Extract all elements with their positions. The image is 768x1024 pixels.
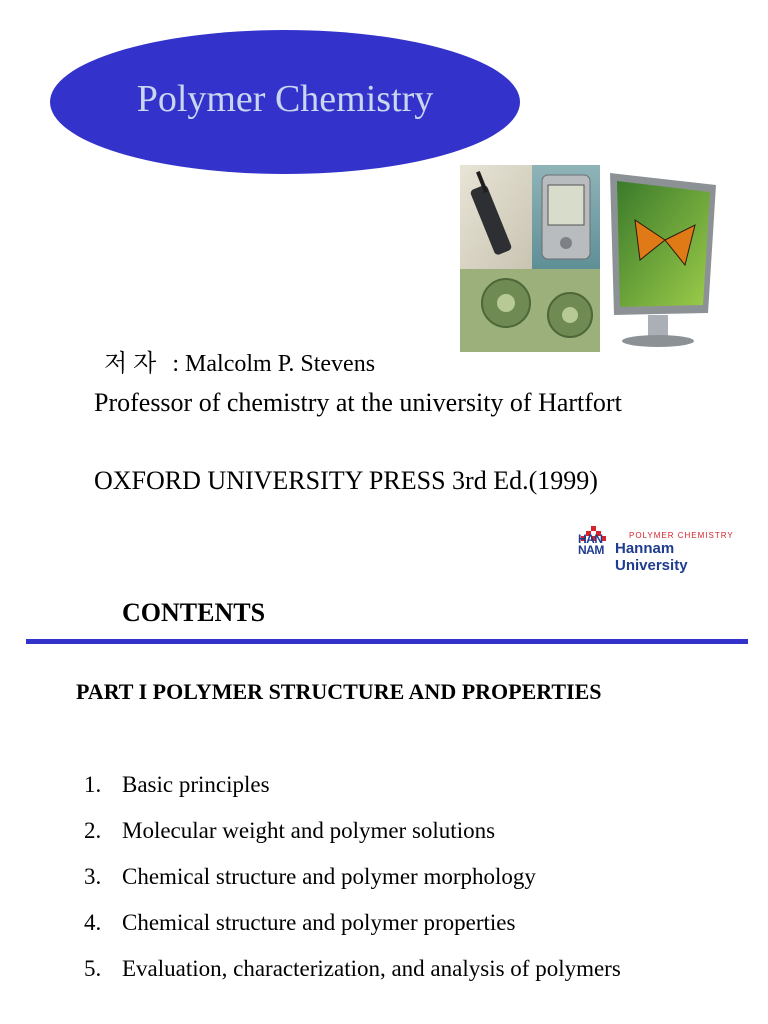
- list-item-number: 4.: [84, 910, 102, 935]
- title-banner: [50, 30, 520, 174]
- logo-mark-text-han: HAN: [578, 532, 603, 546]
- list-item-number: 1.: [84, 772, 102, 797]
- list-item: [84, 772, 621, 818]
- author-affiliation: Professor of chemistry at the university of Hartfort: [94, 388, 622, 417]
- list-item-label: Chemical structure and polymer properties: [122, 910, 516, 935]
- list-item-label: Molecular weight and polymer solutions: [122, 818, 496, 843]
- logo-mark-text: [578, 534, 604, 556]
- logo-mark-text-nam: NAM: [578, 543, 604, 557]
- list-item: [84, 864, 621, 910]
- list-item-number: 3.: [84, 864, 102, 889]
- hannam-logo: [577, 514, 749, 574]
- author-separator: :: [172, 351, 186, 377]
- list-item-label: Basic principles: [122, 772, 270, 797]
- list-item-number: 5.: [84, 956, 102, 981]
- list-item-label: Evaluation, characterization, and analysis of polymers: [122, 956, 621, 981]
- logo-subtitle: POLYMER CHEMISTRY: [629, 531, 734, 540]
- author-name: Malcolm P. Stevens: [185, 351, 376, 377]
- contents-list: [84, 772, 621, 1002]
- part-heading: PART I POLYMER STRUCTURE AND PROPERTIES: [76, 679, 602, 704]
- contents-heading: CONTENTS: [122, 598, 266, 627]
- list-item: [84, 910, 621, 956]
- collage-image: [460, 165, 732, 352]
- author-label: 저 자: [104, 351, 157, 377]
- list-item-number: 2.: [84, 818, 102, 843]
- list-item-label: Chemical structure and polymer morphology: [122, 864, 536, 889]
- logo-university-name: Hannam University: [615, 540, 688, 574]
- list-item: [84, 818, 621, 864]
- section-divider: [26, 639, 748, 644]
- product-photo-collage: [460, 165, 732, 352]
- page-title: Polymer Chemistry: [136, 78, 434, 120]
- list-item: [84, 956, 621, 1002]
- publisher-edition: OXFORD UNIVERSITY PRESS 3rd Ed.(1999): [94, 466, 598, 495]
- author-line: [104, 343, 375, 378]
